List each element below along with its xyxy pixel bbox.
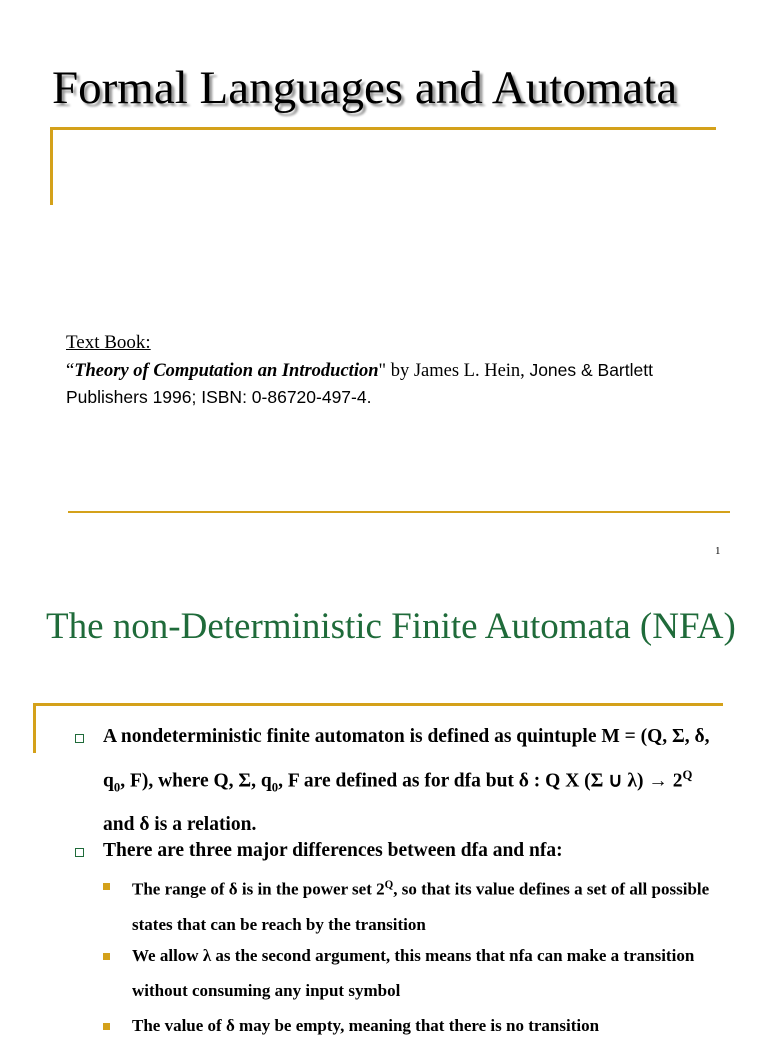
book-publisher: Jones & Bartlett xyxy=(529,360,653,380)
sub-bullet-empty: The value of δ may be empty, meaning that there is no transition xyxy=(132,1016,600,1035)
slide-2-title: The non-Deterministic Finite Automata (NFA) xyxy=(46,606,736,647)
bullet-marker-icon xyxy=(75,848,84,857)
slide-1-title: Formal Languages and Automata xyxy=(52,62,678,114)
sub-bullet-lambda: We allow λ as the second argument, this means that nfa can make a transition without consuming any input symbol xyxy=(132,946,695,1000)
footer-rule xyxy=(68,511,730,513)
textbook-label: Text Book: xyxy=(66,332,151,353)
bullet-definition: A nondeterministic finite automaton is defined as quintuple M = (Q, Σ, δ, $q_0$, F), where Q, Σ, $q_0$, F are defined as for dfa but δ : Q X (Σ ∪ $\lambda) \to 2^Q$ and δ is a relation. xyxy=(103,726,710,836)
book-author: by James L. Hein, xyxy=(386,361,530,381)
close-quote: " xyxy=(378,361,387,381)
sub-bullet-range: The range of δ is in the power set $2^Q$, so that its value defines a set of all possible states that can be reach by the transition xyxy=(132,879,710,934)
bullet-marker-icon xyxy=(75,734,84,743)
page-number: 1 xyxy=(715,545,721,557)
title-side-rule-2 xyxy=(33,703,36,753)
book-title: Theory of Computation an Introduction xyxy=(74,361,379,381)
bullet-differences: There are three major differences between dfa and nfa: xyxy=(103,840,563,861)
textbook-citation xyxy=(66,357,756,411)
slide-2 xyxy=(0,580,768,1035)
sub-bullet-marker-icon xyxy=(103,883,110,890)
title-underline xyxy=(50,127,716,130)
sub-bullet-marker-icon xyxy=(103,1023,110,1030)
book-publication: Publishers 1996; ISBN: 0-86720-497-4. xyxy=(66,387,372,407)
title-underline-2 xyxy=(33,703,723,706)
title-side-rule xyxy=(50,127,53,205)
open-quote: “ xyxy=(66,361,75,381)
sub-bullet-marker-icon xyxy=(103,953,110,960)
